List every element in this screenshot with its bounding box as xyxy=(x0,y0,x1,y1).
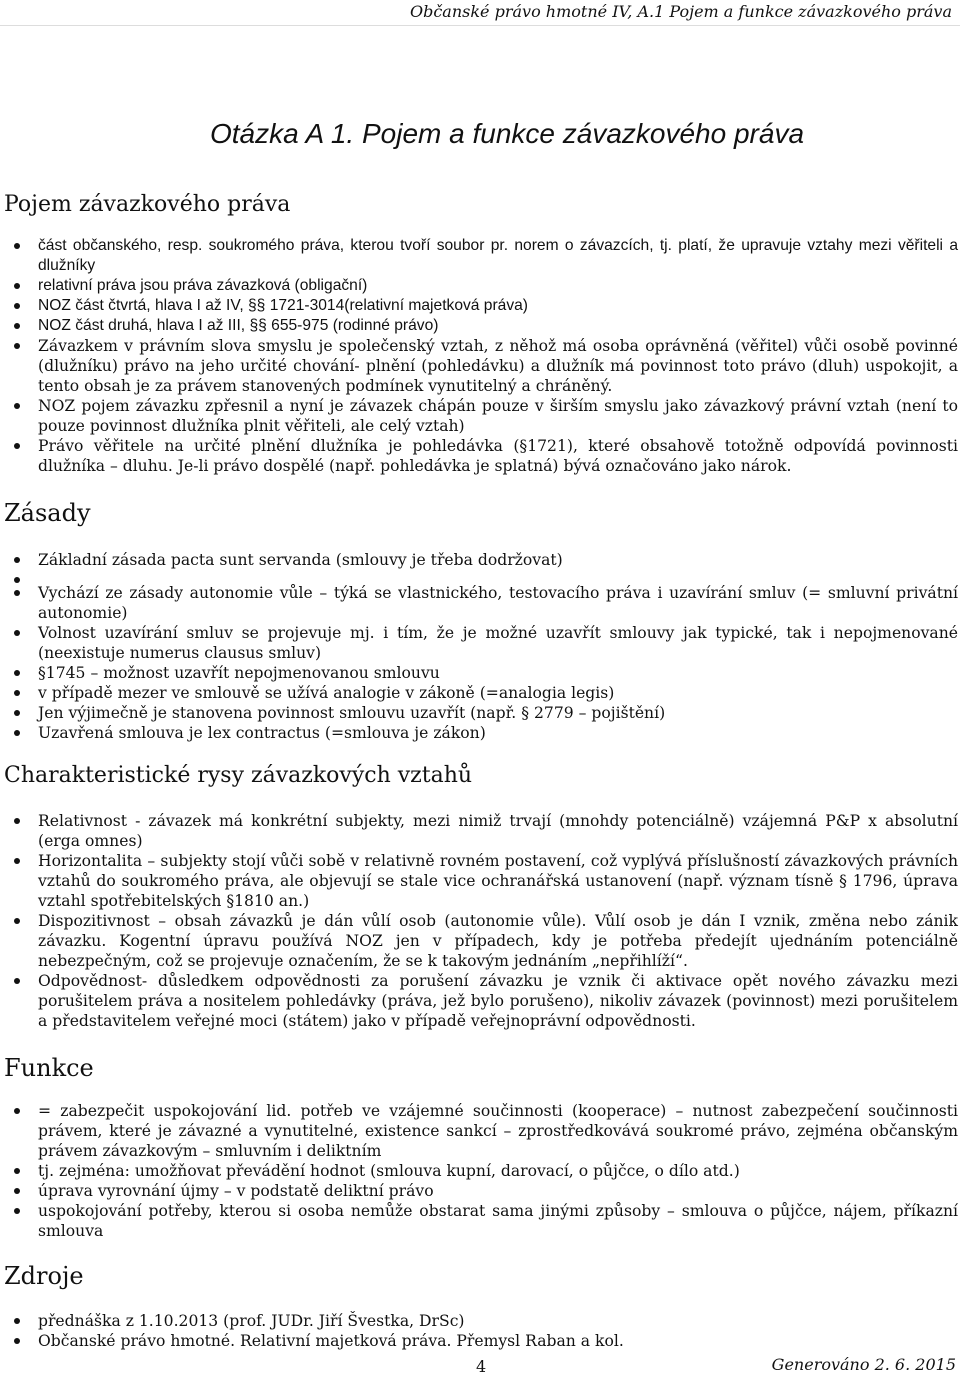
section-heading-funkce: Funkce xyxy=(4,1054,94,1082)
list-item: relativní práva jsou práva závazková (obligační) xyxy=(4,276,958,296)
list-item: úprava vyrovnání újmy – v podstatě deliktní právo xyxy=(4,1181,958,1201)
section-heading-zasady: Zásady xyxy=(4,499,91,527)
list-item: Právo věřitele na určité plnění dlužníka je pohledávka (§1721), které obsahově totožně odpovídá povinnosti dlužníka – dluhu. Je-li právo dospělé (např. pohledávka je splatná) bývá označováno jako nárok. xyxy=(4,436,958,476)
list-item: §1745 – možnost uzavřít nepojmenovanou smlouvu xyxy=(4,663,958,683)
generated-date: Generováno 2. 6. 2015 xyxy=(771,1355,956,1374)
list-item: Uzavřená smlouva je lex contractus (=smlouva je zákon) xyxy=(4,723,958,743)
list-item: NOZ část čtvrtá, hlava I až IV, §§ 1721-3014(relativní majetková práva) xyxy=(4,296,958,316)
running-header: Občanské právo hmotné IV, A.1 Pojem a funkce závazkového práva xyxy=(409,2,952,21)
list-item: část občanského, resp. soukromého práva, kterou tvoří soubor pr. norem o závazcích, tj. platí, že upravuje vztahy mezi věřiteli a dlužníky xyxy=(4,236,958,276)
list-item: NOZ pojem závazku zpřesnil a nyní je závazek chápán pouze v širším smyslu jako závazkový právní vztah (není to pouze povinnost dlužníka plnit věřiteli, ale celý vztah) xyxy=(4,396,958,436)
funkce-list xyxy=(4,1101,958,1241)
page-number: 4 xyxy=(476,1357,487,1376)
list-item: Dispozitivnost – obsah závazků je dán vůlí osob (autonomie vůle). Vůlí osob je dán I vznik, změna nebo zánik závazku. Kogentní úpravu používá NOZ jen v případech, kdy je potřeba předejít ujednáním potenciálně nebezpečným, což se projevuje označením, že se k takovým jednáním „nepřihlíží“. xyxy=(4,911,958,971)
list-item: Vychází ze zásady autonomie vůle – týká se vlastnického, testovacího práva i uzavírání smluv (= smluvní privátní autonomie) xyxy=(4,583,958,623)
section-heading-zdroje: Zdroje xyxy=(4,1262,84,1290)
list-item: Horizontalita – subjekty stojí vůči sobě v relativně rovném postavení, což vyplývá příslušností závazkových právních vztahů do soukromého práva, ale objevují se stale vice ochranářská ustanovení (např. význam tísně § 1796, úprava vztahl spotřebitelských §1810 an.) xyxy=(4,851,958,911)
list-item: Jen výjimečně je stanovena povinnost smlouvu uzavřít (např. § 2779 – pojištění) xyxy=(4,703,958,723)
section-heading-rysy: Charakteristické rysy závazkových vztahů xyxy=(4,763,473,788)
list-item: v případě mezer ve smlouvě se užívá analogie v zákoně (=analogia legis) xyxy=(4,683,958,703)
zdroje-list xyxy=(4,1311,958,1351)
document-body xyxy=(4,190,958,1351)
list-item: Občanské právo hmotné. Relativní majetková práva. Přemysl Raban a kol. xyxy=(4,1331,958,1351)
list-item: uspokojování potřeby, kterou si osoba nemůže obstarat sama jinými způsoby – smlouva o půjčce, nájem, příkazní smlouva xyxy=(4,1201,958,1241)
list-item: Volnost uzavírání smluv se projevuje mj. i tím, že je možné uzavřít smlouvy jak typické, tak i nepojmenované (neexistuje numerus clausus smluv) xyxy=(4,623,958,663)
list-item: přednáška z 1.10.2013 (prof. JUDr. Jiří Švestka, DrSc) xyxy=(4,1311,958,1331)
list-item: Základní zásada pacta sunt servanda (smlouvy je třeba dodržovat) xyxy=(4,550,958,570)
header-rule xyxy=(0,25,960,26)
list-item: = zabezpečit uspokojování lid. potřeb ve vzájemné součinnosti (kooperace) – nutnost zabezpečení součinnosti právem, které je závazné a vynutitelné, existence sankcí – zprostředkovává soukromé právo, zejména občanským právem závazkovým – smluvním i deliktním xyxy=(4,1101,958,1161)
list-gap xyxy=(4,570,958,583)
list-item: tj. zejména: umožňovat převádění hodnot (smlouva kupní, darovací, o půjčce, o dílo atd.) xyxy=(4,1161,958,1181)
list-item: Relativnost - závazek má konkrétní subjekty, mezi nimiž trvají (mnohdy potenciálně) vzájemná P&P x absolutní (erga omnes) xyxy=(4,811,958,851)
pojem-list xyxy=(4,236,958,476)
rysy-list xyxy=(4,811,958,1031)
section-heading-pojem: Pojem závazkového práva xyxy=(4,192,291,217)
list-item: Odpovědnost- důsledkem odpovědnosti za porušení závazku je vznik či aktivace opět nového závazku mezi porušitelem práva a nositelem pohledávky (práva, jež bylo porušeno), nikoliv závazek (povinnost) mezi porušitelem a představitelem veřejné moci (státem) jako v případě veřejnoprávní odpovědnosti. xyxy=(4,971,958,1031)
list-item: NOZ část druhá, hlava I až III, §§ 655-975 (rodinné právo) xyxy=(4,316,958,336)
list-item: Závazkem v právním slova smyslu je společenský vztah, z něhož má osoba oprávněná (věřitel) vůči osobě povinné (dlužníku) právo na jeho určité chování- plnění (pohledávku) a dlužník má povinnost toto právo (dluh) uspokojit, a tento obsah je za právem stanovených podmínek vynutitelný a chráněný. xyxy=(4,336,958,396)
zasady-list xyxy=(4,550,958,743)
page-title: Otázka A 1. Pojem a funkce závazkového práva xyxy=(210,118,805,149)
